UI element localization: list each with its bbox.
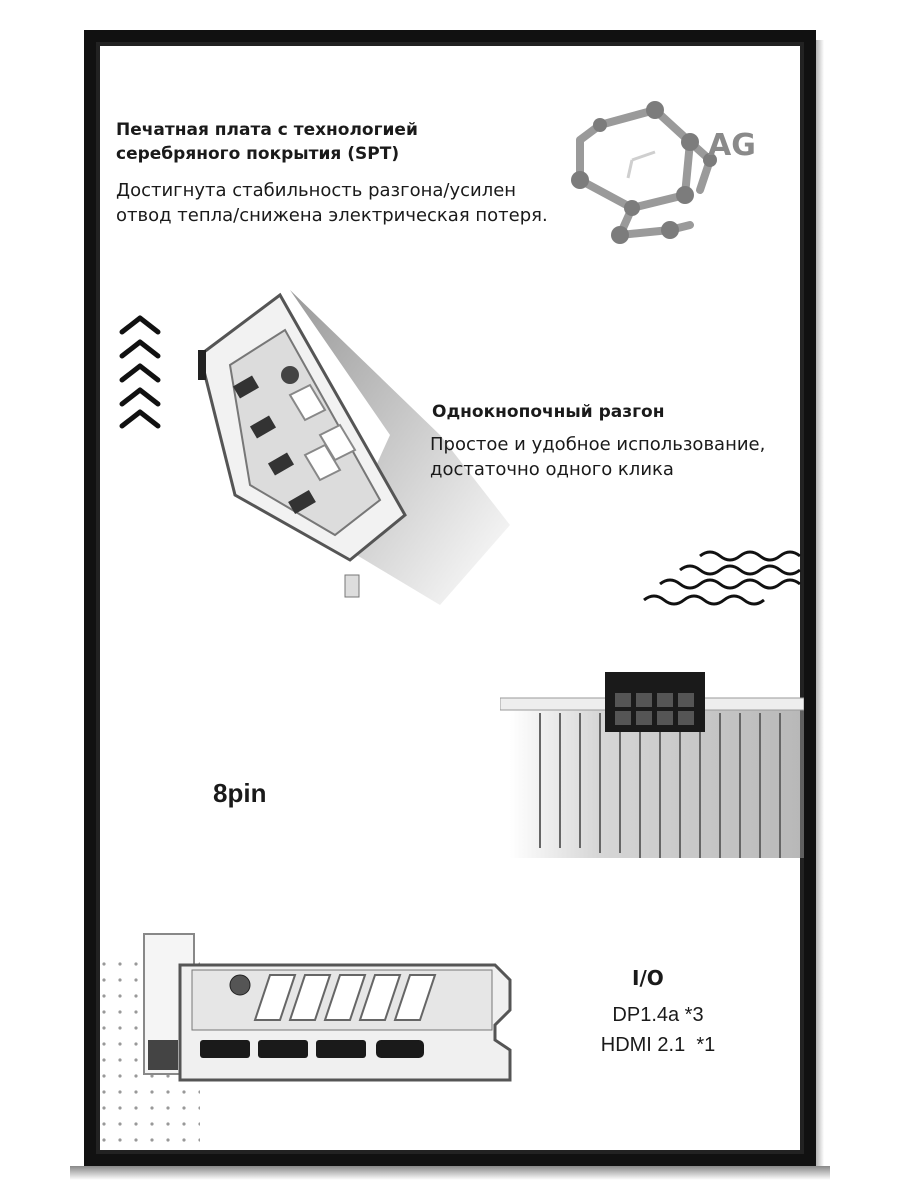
overclock-desc-line2: достаточно одного клика <box>430 459 674 480</box>
io-title: I/O <box>632 966 664 990</box>
ag-label: AG <box>708 128 756 163</box>
chevron-up-icon <box>122 390 158 404</box>
spt-desc-line1: Достигнута стабильность разгона/усилен <box>116 180 517 201</box>
spt-title-line2: серебряного покрытия (SPT) <box>116 144 400 164</box>
frame-shadow-bottom <box>70 1166 830 1180</box>
chevron-up-icon <box>122 412 158 426</box>
chevron-up-stack <box>118 314 162 430</box>
spt-title <box>116 118 418 166</box>
power-connector-heatsink-image <box>500 668 804 878</box>
molecule-icon <box>560 100 770 250</box>
spt-description <box>116 178 548 228</box>
overclock-description <box>430 432 765 482</box>
overclock-desc-line1: Простое и удобное использование, <box>430 434 766 455</box>
chevron-up-icon <box>122 366 158 380</box>
chevron-up-icon <box>122 318 158 332</box>
io-line-dp: DP1.4a *3 <box>612 1004 704 1026</box>
power-connector-label: 8pin <box>213 778 267 808</box>
overclock-title: Однокнопочный разгон <box>432 402 665 422</box>
io-line-hdmi: HDMI 2.1 *1 <box>600 1034 716 1056</box>
spt-title-line1: Печатная плата с технологией <box>116 120 418 140</box>
gpu-bracket-io-image <box>140 930 520 1110</box>
wave-decoration-icon <box>640 548 804 608</box>
chevron-up-icon <box>122 342 158 356</box>
spt-desc-line2: отвод тепла/снижена электрическая потеря. <box>116 205 548 226</box>
io-ports <box>588 1000 728 1060</box>
